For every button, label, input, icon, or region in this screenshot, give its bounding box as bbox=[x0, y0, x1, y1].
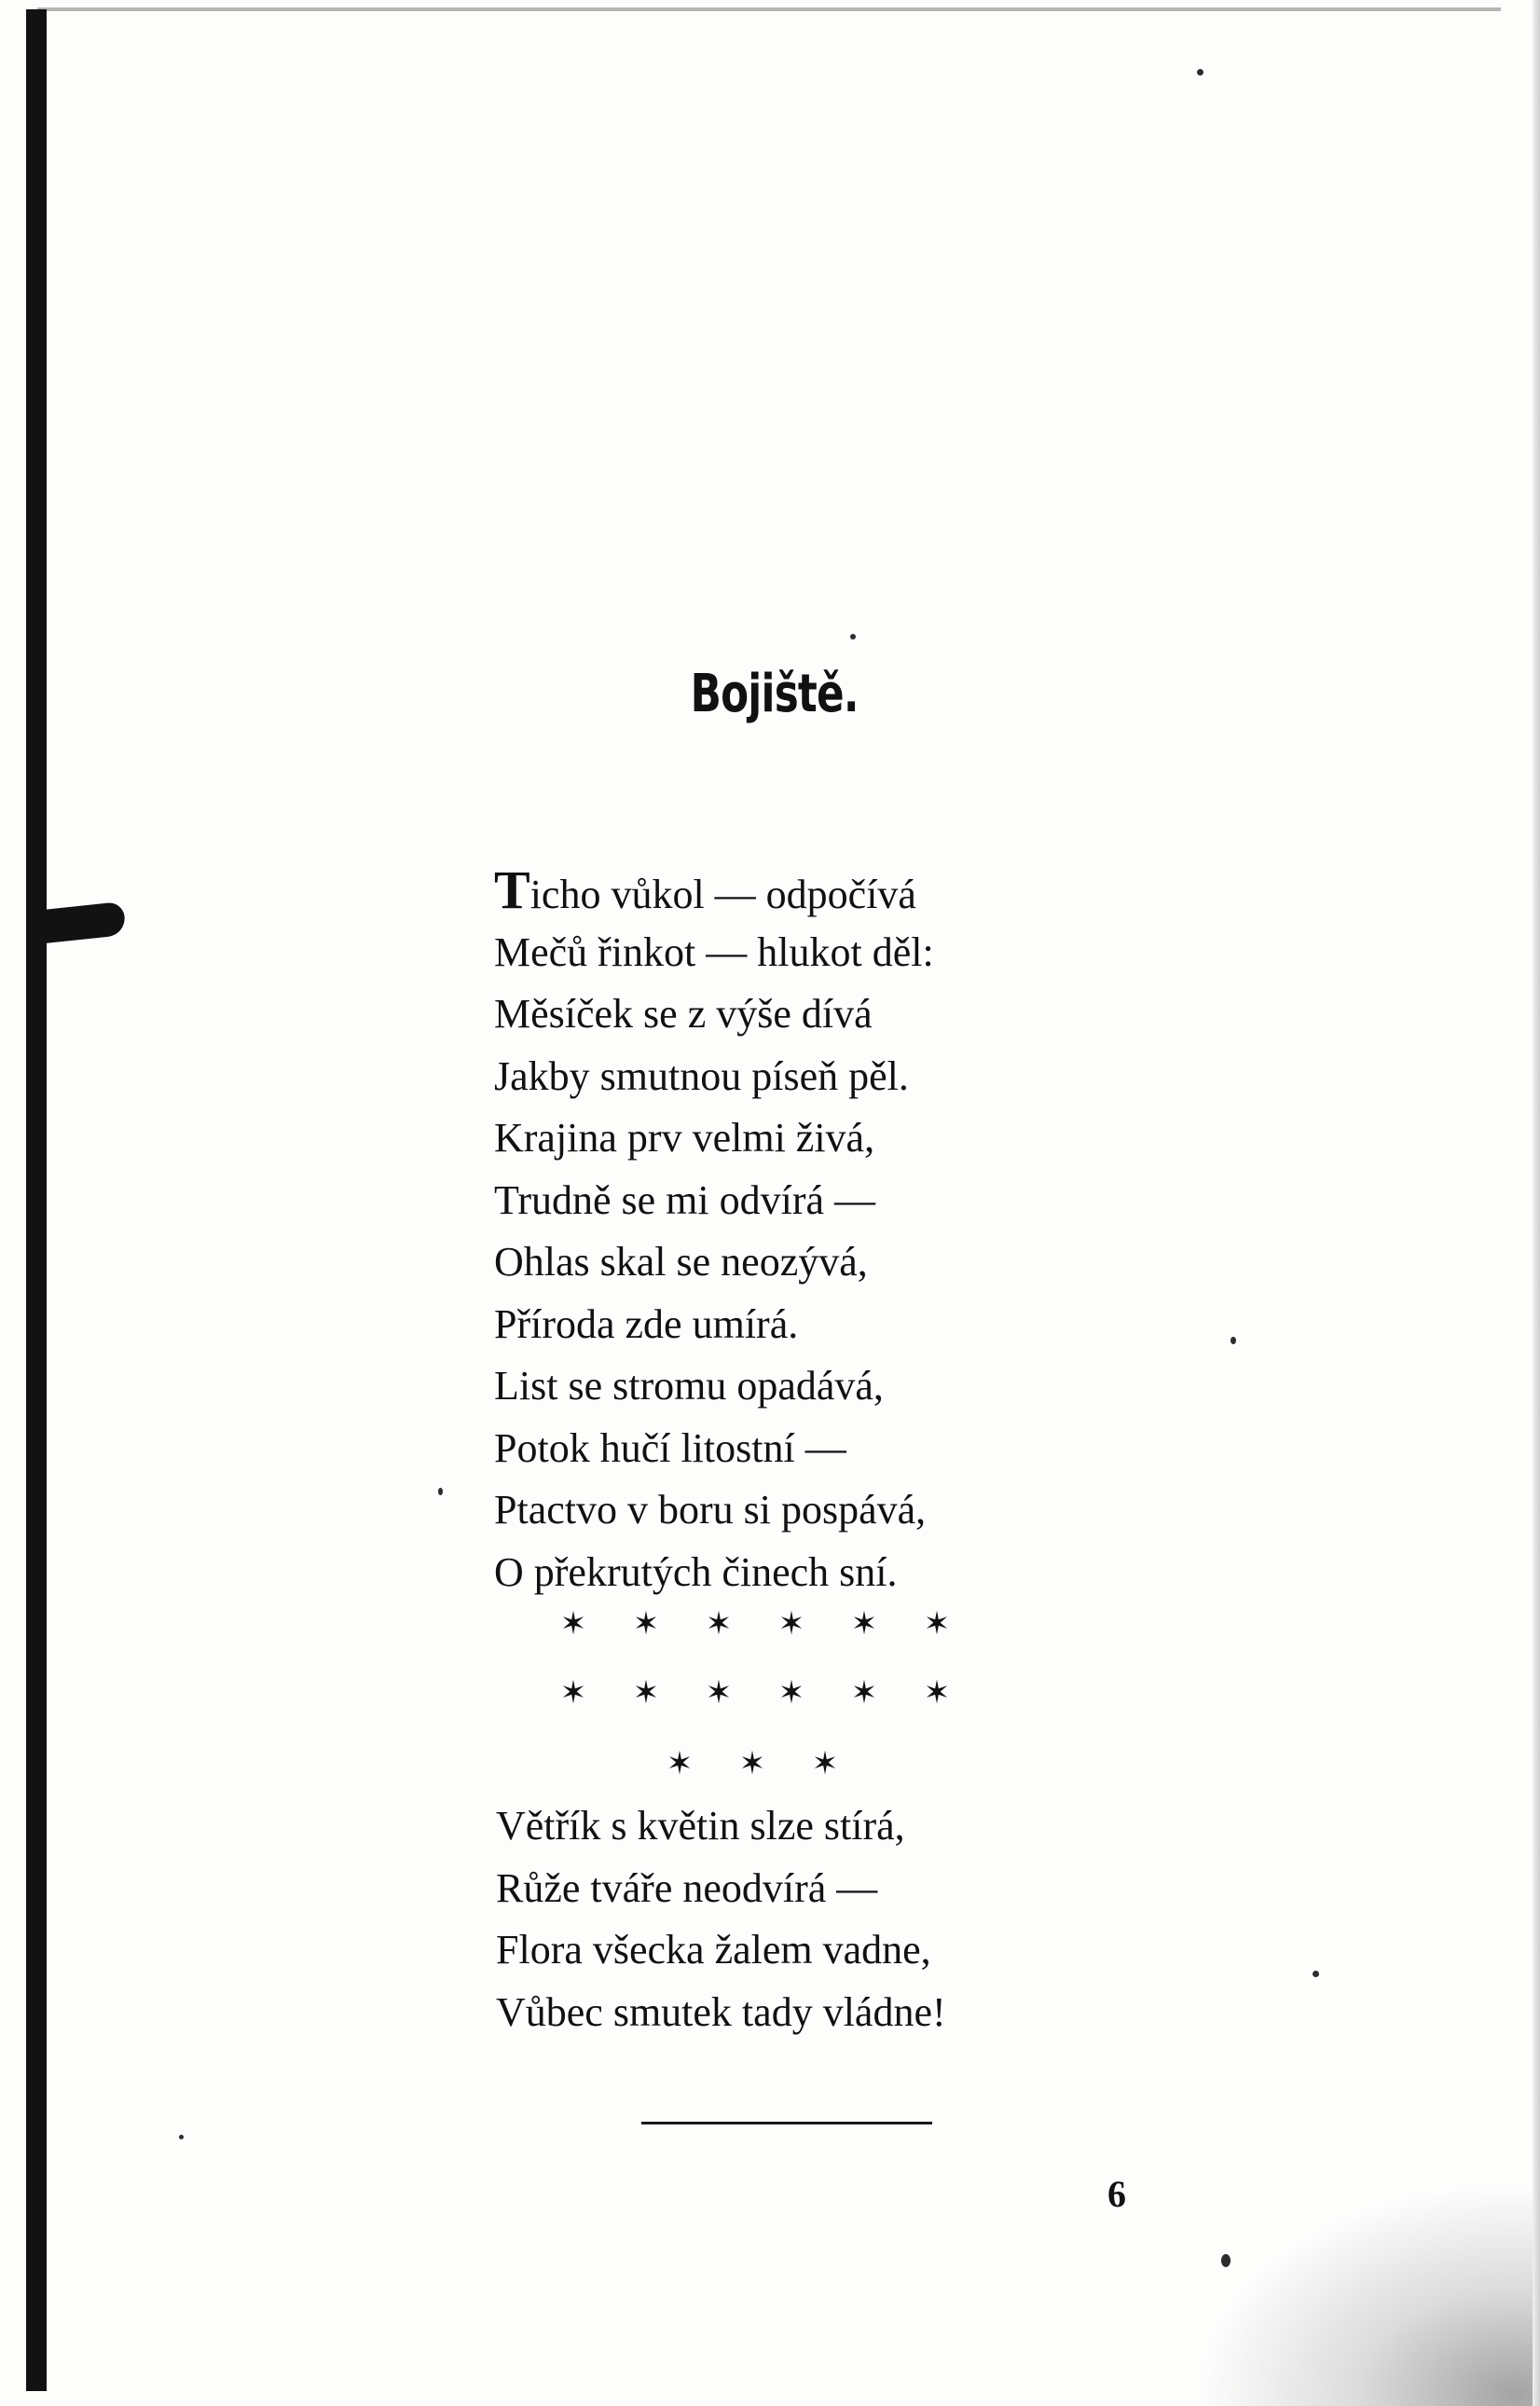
poem-line: Jakby smutnou píseň pěl. bbox=[494, 1052, 909, 1099]
poem-stanza-2 bbox=[496, 1794, 1093, 2042]
poem-line: Ticho vůkol — odpočívá bbox=[494, 859, 916, 920]
poem-line: Ohlas skal se neozývá, bbox=[494, 1239, 868, 1285]
poem-line: Růže tváře neodvírá — bbox=[496, 1864, 878, 1911]
scan-speck bbox=[179, 2135, 184, 2139]
star-icon: ✶ bbox=[777, 1605, 805, 1643]
star-icon: ✶ bbox=[811, 1745, 839, 1782]
page-right-edge bbox=[1533, 0, 1540, 2406]
poem-line: List se stromu opadává, bbox=[494, 1363, 884, 1409]
star-icon: ✶ bbox=[738, 1745, 766, 1782]
poem-line: O překrutých činech sní. bbox=[494, 1548, 898, 1595]
star-icon: ✶ bbox=[850, 1605, 878, 1643]
star-icon: ✶ bbox=[559, 1605, 587, 1643]
page-number: 6 bbox=[1107, 2173, 1126, 2215]
poem-line: Příroda zde umírá. bbox=[494, 1300, 799, 1347]
poem-line: Vůbec smutek tady vládne! bbox=[496, 1988, 946, 2035]
scan-speck bbox=[1231, 1337, 1236, 1344]
poem-stanza-1 bbox=[494, 859, 1091, 1603]
poem-line: Větřík s květin slze stírá, bbox=[496, 1803, 905, 1849]
star-icon: ✶ bbox=[850, 1674, 878, 1712]
poem-line: Trudně se mi odvírá — bbox=[494, 1176, 876, 1223]
star-icon: ✶ bbox=[559, 1674, 587, 1712]
poem-line: Krajina prv velmi živá, bbox=[494, 1115, 875, 1161]
scan-smudge bbox=[1197, 2182, 1533, 2406]
poem-line: Ptactvo v boru si pospává, bbox=[494, 1487, 927, 1533]
binding-spine bbox=[26, 9, 47, 2391]
star-icon: ✶ bbox=[632, 1605, 660, 1643]
scan-speck bbox=[438, 1488, 443, 1495]
poem-line: Potok hučí litostní — bbox=[494, 1424, 846, 1471]
star-icon: ✶ bbox=[705, 1605, 733, 1643]
scan-speck bbox=[1221, 2254, 1231, 2267]
poem-line: Flora všecka žalem vadne, bbox=[496, 1927, 931, 1973]
star-icon: ✶ bbox=[666, 1745, 694, 1782]
star-icon: ✶ bbox=[923, 1674, 951, 1712]
star-separator-row bbox=[537, 1605, 973, 1643]
star-separator-row bbox=[537, 1674, 973, 1712]
poem-title: Bojiště. bbox=[690, 664, 859, 724]
end-rule bbox=[641, 2122, 932, 2124]
scan-speck bbox=[850, 634, 856, 639]
poem-line: Mečů řinkot — hlukot děl: bbox=[494, 928, 934, 975]
page-top-edge bbox=[37, 7, 1501, 11]
star-icon: ✶ bbox=[777, 1674, 805, 1712]
star-separator-row bbox=[643, 1745, 861, 1782]
poem-line: Měsíček se z výše dívá bbox=[494, 991, 873, 1037]
star-icon: ✶ bbox=[923, 1605, 951, 1643]
scan-speck bbox=[1197, 69, 1203, 76]
scan-speck bbox=[1313, 1971, 1319, 1977]
star-icon: ✶ bbox=[632, 1674, 660, 1712]
star-icon: ✶ bbox=[705, 1674, 733, 1712]
